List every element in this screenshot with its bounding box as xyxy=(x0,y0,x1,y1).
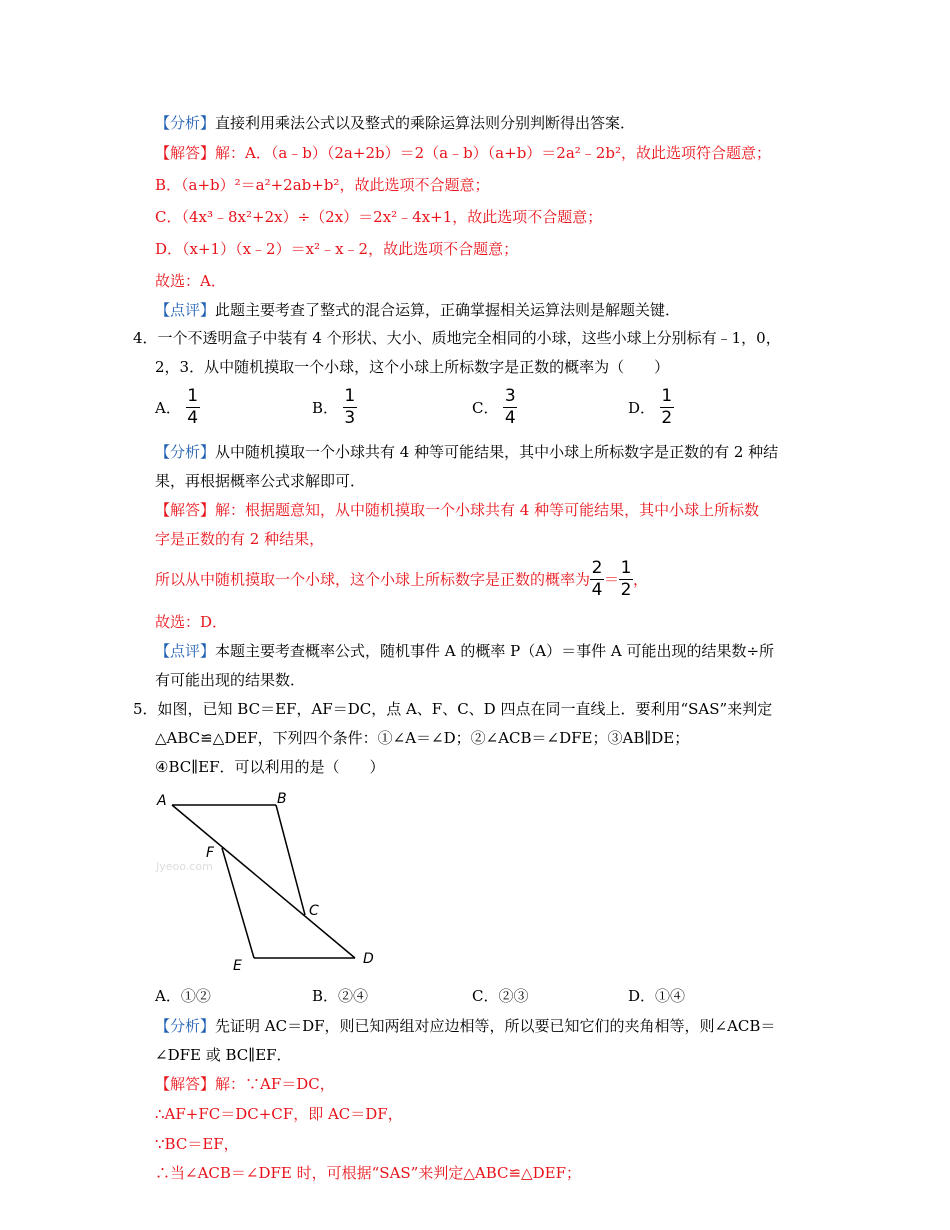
q5-answer-line1 xyxy=(155,1074,335,1094)
q4-stem-line1: 4．一个不透明盒子中装有 4 个形状、大小、质地完全相同的小球，这些小球上分别标有﹣1，0， xyxy=(133,329,781,347)
answer-text: 所以从中随机摸取一个小球，这个小球上所标数字是正数的概率为 xyxy=(155,570,591,589)
segment-fe xyxy=(222,848,254,958)
q4-option-c[interactable] xyxy=(472,388,517,427)
option-fraction: $\frac{1}{4}$ xyxy=(187,386,199,428)
answer-text: 解：∵AF＝DC， xyxy=(215,1075,335,1093)
answer-fraction-2: $\frac{1}{2}$ xyxy=(620,558,632,600)
option-label: C． xyxy=(472,987,499,1005)
option-fraction: $\frac{1}{2}$ xyxy=(661,386,673,428)
q4-option-b[interactable] xyxy=(312,388,357,427)
geometry-figure xyxy=(150,785,390,980)
answer-equals: ＝ xyxy=(604,570,620,589)
q4-option-d[interactable] xyxy=(628,388,674,427)
label-f: F xyxy=(206,845,215,861)
comment-text: 此题主要考查了整式的混合运算，正确掌握相关运算法则是解题关键． xyxy=(215,301,681,319)
q4-analysis-line1 xyxy=(155,442,778,462)
q3-analysis xyxy=(155,113,635,133)
q4-answer-line1 xyxy=(155,500,759,520)
answer-tag: 【解答】 xyxy=(155,501,216,519)
comment-tag: 【点评】 xyxy=(155,642,216,660)
q3-choose: 故选：A． xyxy=(155,272,226,290)
option-label: A． xyxy=(155,399,181,417)
q5-answer-line3: ∵BC＝EF， xyxy=(155,1135,239,1153)
q5-option-d[interactable] xyxy=(628,985,685,1006)
analysis-text: 直接利用乘法公式以及整式的乘除运算法则分别判断得出答案． xyxy=(215,114,636,132)
q3-answer-b: B．（a+b）²＝a²+2ab+b²，故此选项不合题意； xyxy=(155,176,490,194)
q5-stem-line1: 5．如图，已知 BC＝EF，AF＝DC，点 A、F、C、D 四点在同一直线上．要利用“SAS”来判定 xyxy=(133,700,773,718)
q5-analysis-line1 xyxy=(155,1016,775,1036)
option-text: ①④ xyxy=(655,987,686,1005)
comment-tag: 【点评】 xyxy=(155,301,216,319)
option-fraction: $\frac{3}{4}$ xyxy=(504,386,516,428)
option-text: ①② xyxy=(180,987,211,1005)
q4-option-a[interactable] xyxy=(155,388,200,427)
q5-answer-line2: ∴AF+FC＝DC+CF，即 AC＝DF， xyxy=(155,1105,403,1123)
option-label: D． xyxy=(628,987,656,1005)
label-a: A xyxy=(157,793,167,809)
option-text: ②③ xyxy=(498,987,529,1005)
label-b: B xyxy=(277,791,287,807)
option-text: ②④ xyxy=(338,987,369,1005)
segment-bc xyxy=(276,805,305,915)
option-label: D． xyxy=(628,399,656,417)
analysis-tag: 【分析】 xyxy=(155,443,216,461)
option-fraction: $\frac{1}{3}$ xyxy=(344,386,356,428)
q4-answer-line3: 所以从中随机摸取一个小球，这个小球上所标数字是正数的概率为 $\frac{2}{4}$ ＝ $\frac{1}{2}$ ， xyxy=(155,558,649,600)
option-label: C． xyxy=(472,399,499,417)
q4-comment-line2: 有可能出现的结果数． xyxy=(155,671,306,689)
q5-answer-line4: ∴当∠ACB＝∠DFE 时，可根据“SAS”来判定△ABC≌△DEF； xyxy=(155,1164,581,1182)
answer-tag: 【解答】 xyxy=(155,1075,216,1093)
q4-choose: 故选：D． xyxy=(155,613,228,631)
q3-answer-d: D．（x+1）（x﹣2）＝x²﹣x﹣2，故此选项不合题意； xyxy=(155,240,519,258)
analysis-tag: 【分析】 xyxy=(155,1017,216,1035)
q5-option-c[interactable] xyxy=(472,985,529,1006)
q5-option-a[interactable] xyxy=(155,985,211,1006)
q5-option-b[interactable] xyxy=(312,985,368,1006)
analysis-tag: 【分析】 xyxy=(155,114,216,132)
q5-analysis-line2: ∠DFE 或 BC∥EF． xyxy=(155,1046,292,1064)
q4-analysis-line2: 果，再根据概率公式求解即可． xyxy=(155,472,366,490)
option-label: A． xyxy=(155,987,181,1005)
answer-a-text: 解：A．（a﹣b）（2a+2b）＝2（a﹣b）（a+b）＝2a²﹣2b²，故此选项符合题意； xyxy=(215,144,771,162)
label-c: C xyxy=(309,903,319,919)
answer-fraction-1: $\frac{2}{4}$ xyxy=(591,558,603,600)
option-label: B． xyxy=(312,987,339,1005)
q3-answer-c: C．（4x³﹣8x²+2x）÷（2x）＝2x²﹣4x+1，故此选项不合题意； xyxy=(155,208,603,226)
q3-comment xyxy=(155,300,680,320)
label-e: E xyxy=(233,958,242,974)
q4-stem-line2: 2，3．从中随机摸取一个小球，这个小球上所标数字是正数的概率为（ ） xyxy=(155,358,670,376)
analysis-text: 先证明 AC＝DF，则已知两组对应边相等，所以要已知它们的夹角相等，则∠ACB＝ xyxy=(215,1017,776,1035)
label-d: D xyxy=(363,951,374,967)
q5-stem-line3: ④BC∥EF．可以利用的是（ ） xyxy=(155,758,385,776)
q3-answer-a xyxy=(155,143,771,163)
q4-comment-line1 xyxy=(155,641,774,661)
answer-text: 解：根据题意知，从中随机摸取一个小球共有 4 种等可能结果，其中小球上所标数 xyxy=(215,501,760,519)
q5-stem-line2: △ABC≌△DEF，下列四个条件：①∠A＝∠D；②∠ACB＝∠DFE；③AB∥DE； xyxy=(155,729,690,747)
analysis-text: 从中随机摸取一个小球共有 4 种等可能结果，其中小球上所标数字是正数的有 2 种结 xyxy=(215,443,779,461)
watermark: Jyeoo.com xyxy=(156,860,213,873)
segment-ad xyxy=(172,805,355,958)
answer-tag: 【解答】 xyxy=(155,144,216,162)
q4-answer-line2: 字是正数的有 2 种结果， xyxy=(155,530,325,548)
option-label: B． xyxy=(312,399,339,417)
comment-text: 本题主要考查概率公式，随机事件 A 的概率 P（A）＝事件 A 可能出现的结果数÷所 xyxy=(215,642,775,660)
